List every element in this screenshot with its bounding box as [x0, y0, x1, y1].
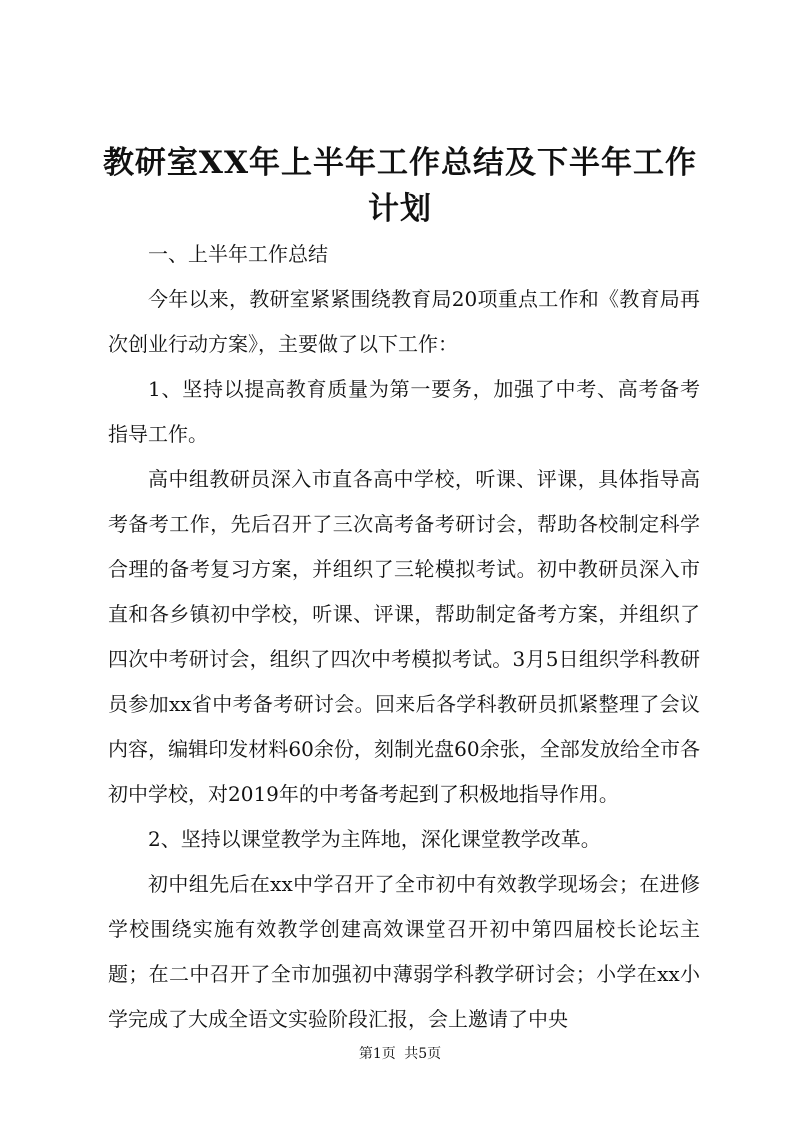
body-paragraph: 2、坚持以课堂教学为主阵地，深化课堂教学改革。: [148, 827, 601, 851]
body-paragraph: 高中组教研员深入市直各高中学校，听课、评课，具体指导高考备考工作，先后召开了三次高考备考研讨会，帮助各校制定科学合理的备考复习方案，并组织了三轮模拟考试。初中教研员深入市直和各乡镇初中学校，听课、评课，帮助制定备考方案，并组织了四次中考研讨会，组织了四次中考模拟考试。3月5日组织学科教研员参加xx省中考备考研讨会。回来后各学科教研员抓紧整理了会议内容，编辑印发材料60余份，刻制光盘60余张，全部发放给全市各初中学校，对2019年的中考备考起到了积极地指导作用。: [108, 467, 700, 806]
body-paragraph: 初中组先后在xx中学召开了全市初中有效教学现场会；在进修学校围绕实施有效教学创建高效课堂召开初中第四届校长论坛主题；在二中召开了全市加强初中薄弱学科教学研讨会；小学在xx小学完成了大成全语文实验阶段汇报，会上邀请了中央: [108, 872, 700, 1031]
document-title: 教研室XX年上半年工作总结及下半年工作计划: [102, 145, 698, 227]
section-heading: 一、上半年工作总结: [148, 242, 328, 266]
body-paragraph: 今年以来，教研室紧紧围绕教育局20项重点工作和《教育局再次创业行动方案》，主要做了以下工作：: [108, 287, 700, 356]
body-paragraph: 1、坚持以提高教育质量为第一要务，加强了中考、高考备考指导工作。: [108, 377, 700, 446]
document-body: [108, 232, 700, 1042]
page-number-footer: 第1页 共5页: [358, 1046, 442, 1062]
